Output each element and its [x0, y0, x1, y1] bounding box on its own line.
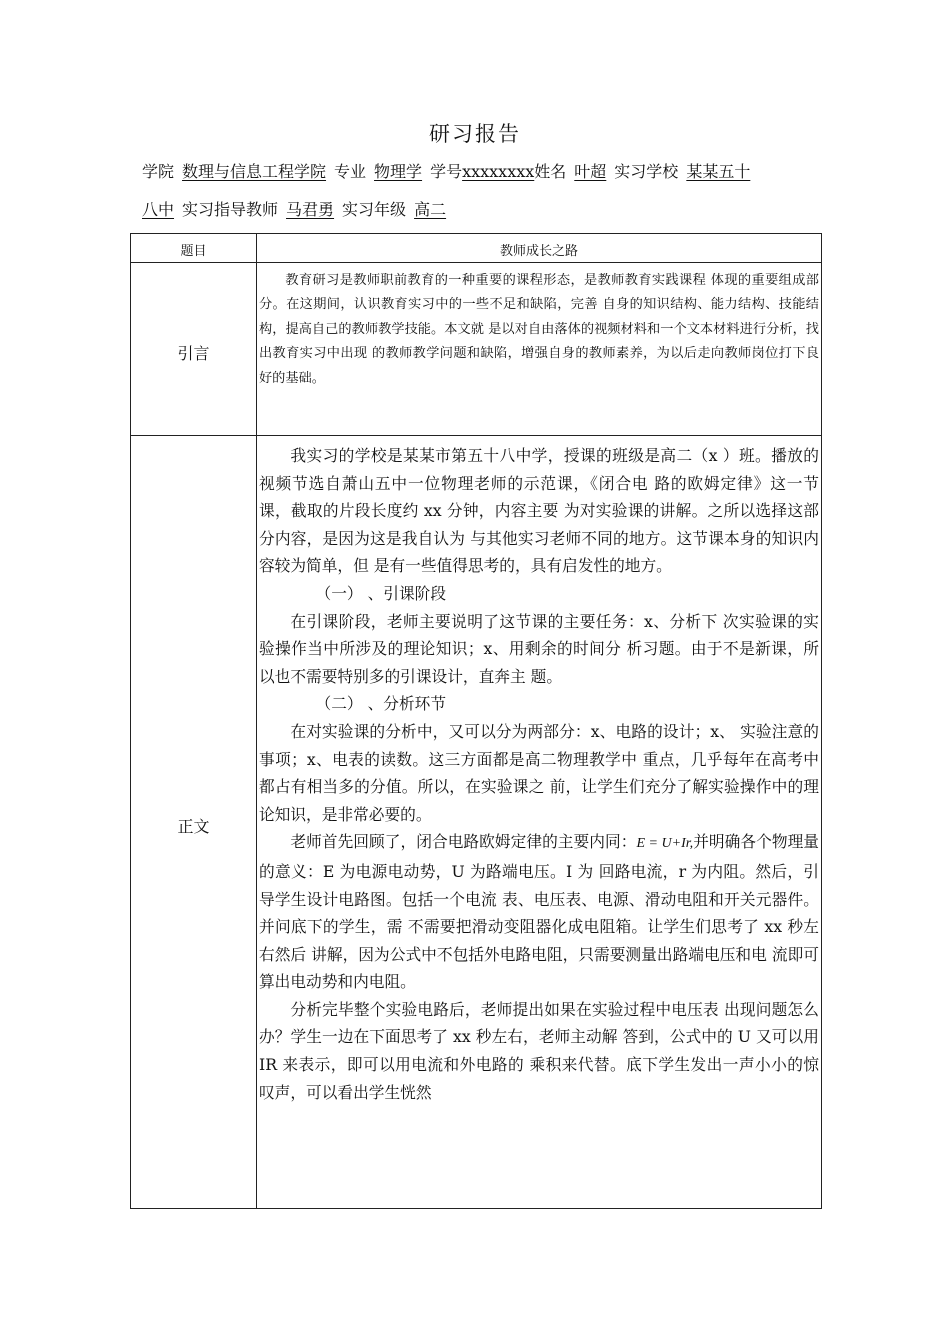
header-topic-value: 教师成长之路 — [499, 244, 578, 259]
name-label: 姓名 — [534, 162, 567, 181]
info-line-1 — [142, 162, 832, 182]
intro-label: 引言 — [177, 344, 210, 363]
major-value: 物理学 — [374, 162, 423, 181]
name-value: 叶超 — [574, 162, 607, 181]
student-id-value: xxxxxxxx — [462, 162, 535, 181]
page-title: 研习报告 — [429, 122, 521, 146]
body-cell — [257, 442, 821, 1106]
school-label: 实习学校 — [614, 162, 679, 181]
info-line-2 — [142, 200, 832, 220]
school-value-part1: 某某五十 — [686, 162, 751, 181]
mentor-value: 马君勇 — [286, 200, 335, 219]
intro-paragraph: 教育研习是教师职前教育的一种重要的课程形态，是教师教育实践课程 体现的重要组成部分。在这期间，认识教育实习中的一些不足和缺陷，完善 自身的知识结构、能力结构、技能结构，提高自己的教师教学技能。本文就 是以对自由落体的视频材料和一个文本材料进行分析，找出教育实习中出现 的教师教学问题和缺陷，增强自身的教师素养，为以后走向教师岗位打下良 好的基础。 — [259, 273, 819, 386]
header-topic-label: 题目 — [180, 244, 207, 259]
major-label: 专业 — [334, 162, 367, 181]
report-table — [130, 233, 822, 1209]
table-row-divider — [131, 435, 821, 436]
body-paragraph-2: 在引课阶段，老师主要说明了这节课的主要任务：x、分析下 次实验课的实验操作当中所涉及的理论知识；x、用剩余的时间分 析习题。由于不是新课，所以也不需要特别多的引课设计，直奔主 题。 — [259, 611, 819, 686]
body-paragraph-1: 我实习的学校是某某市第五十八中学，授课的班级是高二（x ）班。播放的视频节选自萧山五中一位物理老师的示范课，《闭合电 路的欧姆定律》这一节课，截取的片段长度约 xx 分钟，内容主要 为对实验课的讲解。之所以选择这部分内容，是因为这是我自认为 与其他实习老师不同的地方。这节课本身的知识内容较为简单，但 是有一些值得思考的，具有启发性的地方。 — [259, 446, 819, 576]
section-heading-1: （一） 、引课阶段 — [315, 583, 447, 603]
student-id-label: 学号 — [430, 162, 463, 181]
body-paragraph-3: 在对实验课的分析中，又可以分为两部分：x、电路的设计；x、 实验注意的事项；x、电表的读数。这三方面都是高二物理教学中 重点，几乎每年在高考中都占有相当多的分值。所以，在实验课之 前，让学生们充分了解实验操作中的理论知识，是非常必要的。 — [259, 721, 819, 824]
section-heading-2: （二） 、分析环节 — [315, 694, 447, 714]
mentor-label: 实习指导教师 — [182, 200, 279, 219]
body-paragraph-4-rest: 并明确各个物理量的意义：E 为电源电动势，U 为路端电压。I 为 回路电流，r 为内阻。然后，引导学生设计电路图。包括一个电流 表、电压表、电源、滑动电阻和开关元器件。并问底下的学生，需 不需要把滑动变阻器化成电阻箱。让学生们思考了 xx 秒左右然后 讲解，因为公式中不包括外电路电阻，只需要测量出路端电压和电 流即可算出电动势和内电阻。 — [259, 832, 819, 992]
formula: E = U+Ir, — [636, 836, 694, 852]
table-header-divider — [131, 262, 821, 263]
college-value: 数理与信息工程学院 — [182, 162, 327, 181]
body-paragraph-5: 分析完毕整个实验电路后，老师提出如果在实验过程中电压表 出现问题怎么办？学生一边在下面思考了 xx 秒左右，老师主动解 答到，公式中的 U 又可以用 IR 来表示，即可以用电流和外电路的 乘积来代替。底下学生发出一声小小的惊叹声，可以看出学生恍然 — [259, 999, 819, 1102]
grade-value: 高二 — [414, 200, 447, 219]
body-label: 正文 — [177, 817, 210, 836]
college-label: 学院 — [142, 162, 175, 181]
body-paragraph-4 — [259, 828, 819, 996]
school-value-part2: 八中 — [142, 200, 175, 219]
body-paragraph-4-lead: 老师首先回顾了，闭合电路欧姆定律的主要内同： — [290, 832, 637, 852]
intro-cell — [257, 269, 821, 391]
grade-label: 实习年级 — [342, 200, 407, 219]
